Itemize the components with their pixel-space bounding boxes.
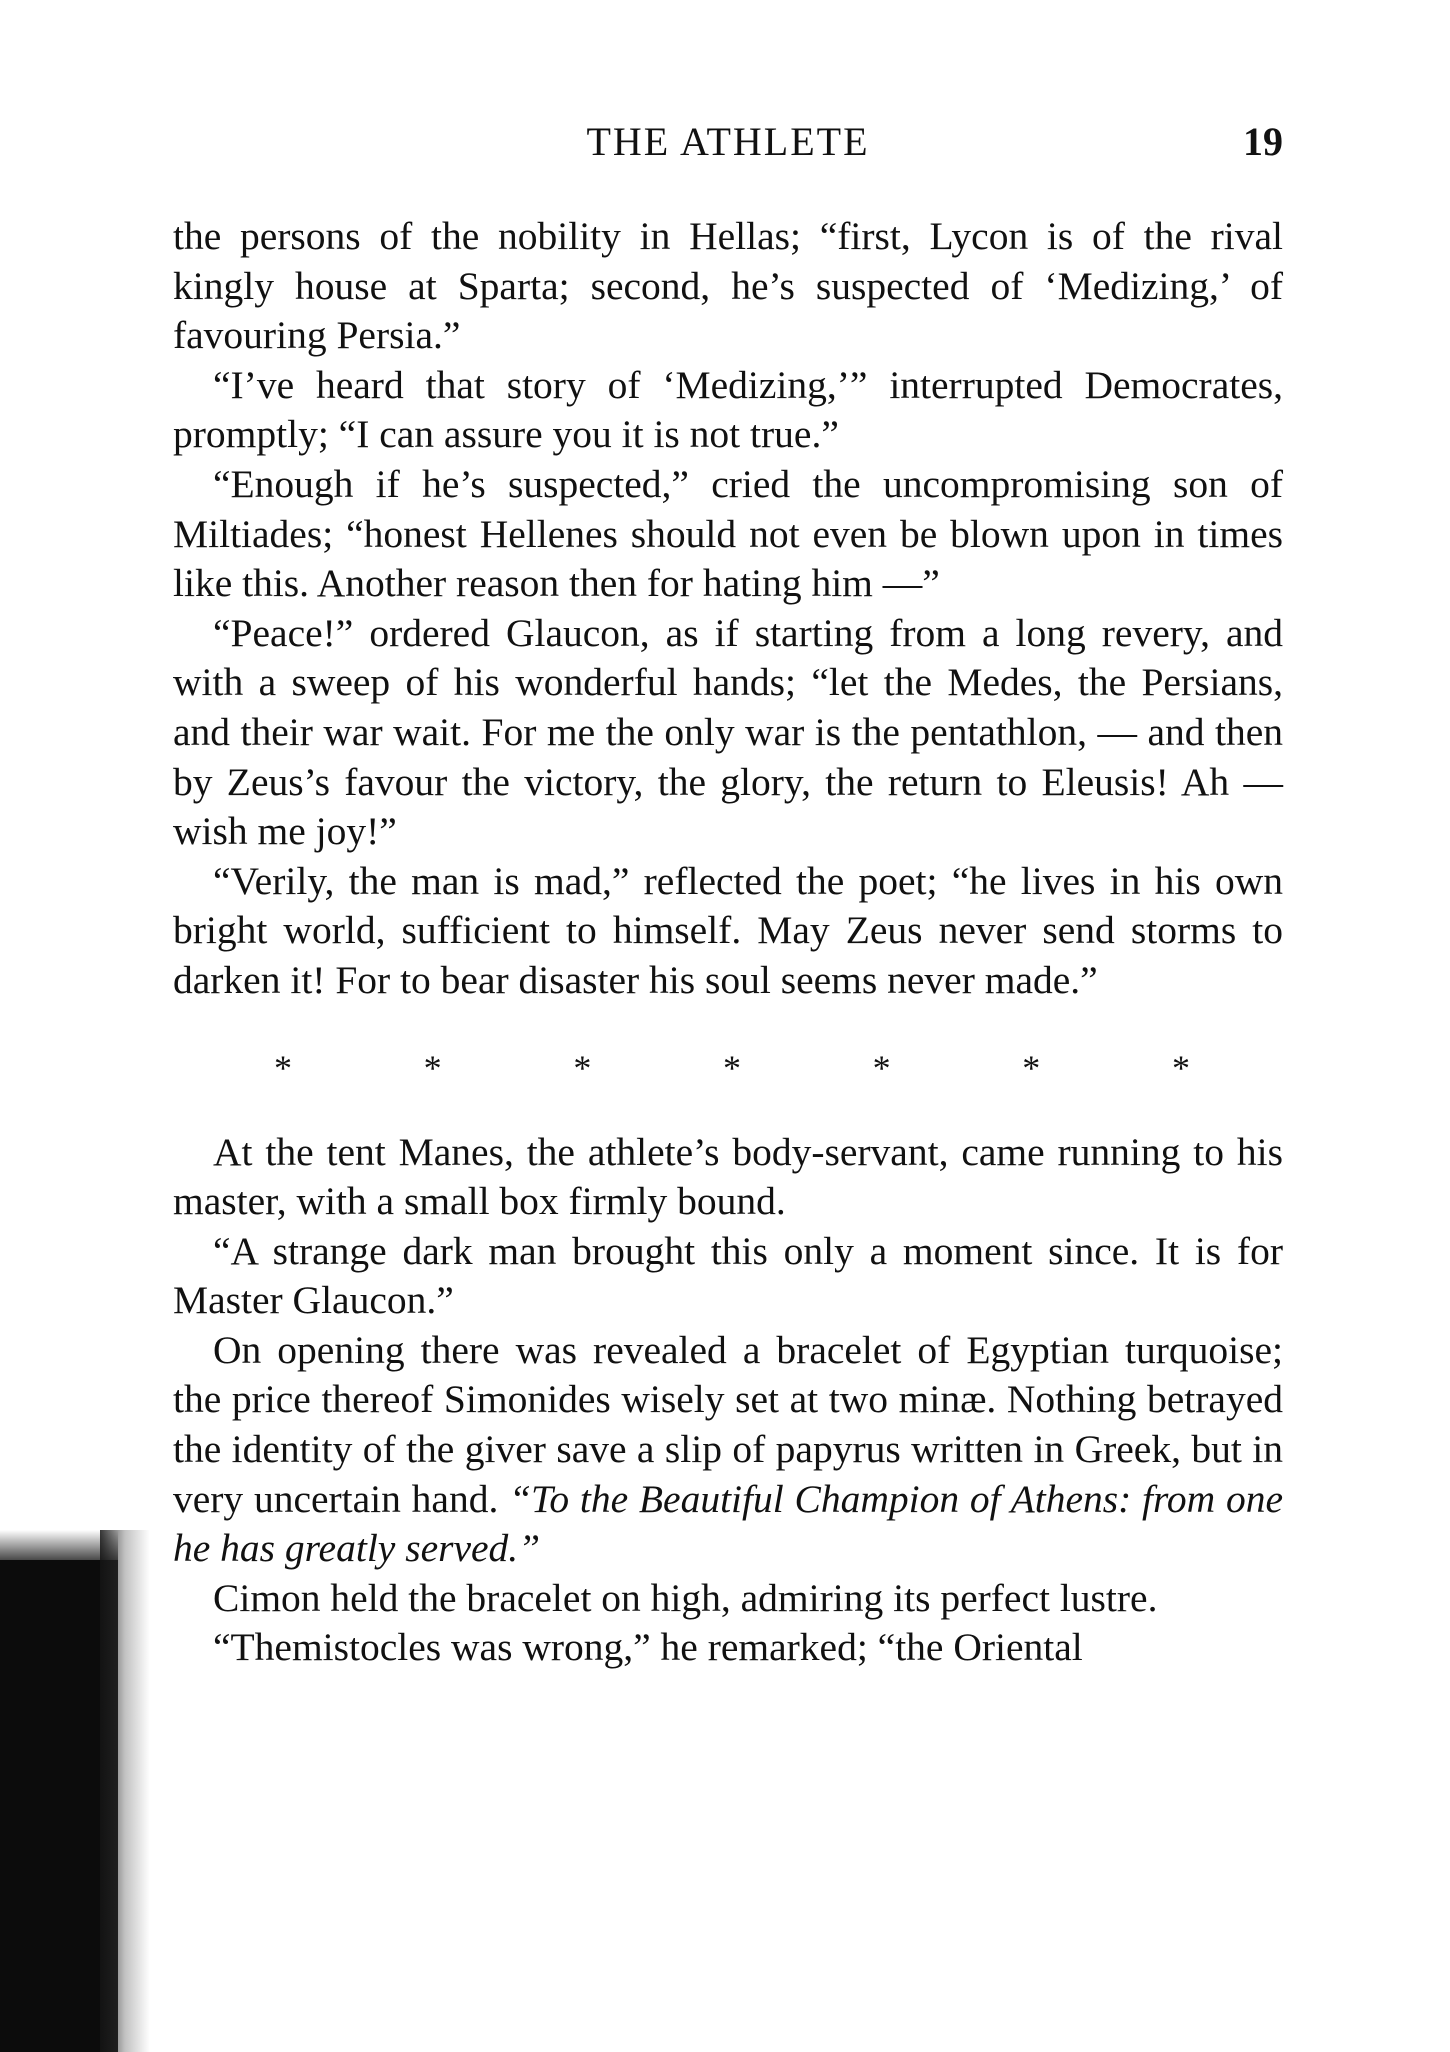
paragraph [173, 1326, 1283, 1574]
asterisk: * [722, 1047, 741, 1088]
running-title: THE ATHLETE [586, 119, 870, 164]
paragraph: “Peace!” ordered Glaucon, as if starting from a long revery, and with a sweep of his wonderful hands; “let the Medes, the Persians, and their war wait. For me the only war is the pentathlon, — and then by Zeus’s favour the victory, the glory, the return to Eleusis! Ah — wish me joy!” [173, 610, 1283, 854]
paragraph: At the tent Manes, the athlete’s body-servant, came running to his master, with a small box firmly bound. [173, 1129, 1283, 1224]
asterisk: * [573, 1047, 592, 1088]
paragraph: “Themistocles was wrong,” he remarked; “the Oriental [213, 1625, 1083, 1670]
page-number: 19 [1243, 119, 1283, 164]
paragraph: “Verily, the man is mad,” reflected the poet; “he lives in his own bright world, sufficient to himself. May Zeus never send storms to darken it! For to bear disaster his soul seems never made.” [173, 858, 1283, 1002]
paragraph: Cimon held the bracelet on high, admiring its perfect lustre. [213, 1575, 1158, 1620]
paragraph: the persons of the nobility in Hellas; “first, Lycon is of the rival kingly house at Sparta; second, he’s suspected of ‘Medizing,’ of favouring Persia.” [173, 214, 1283, 358]
asterisk: * [423, 1047, 442, 1088]
asterisk: * [1022, 1047, 1041, 1088]
body-text [173, 212, 1283, 1673]
papyrus-inscription: “To the Beautiful Champion of Athens: from one he has greatly served.” [173, 1476, 1283, 1571]
asterisk: * [1171, 1047, 1190, 1088]
section-break [173, 1048, 1283, 1088]
scan-gutter-shadow [0, 1530, 150, 2052]
page-header [173, 118, 1283, 178]
paragraph: “I’ve heard that story of ‘Medizing,’” interrupted Democrates, promptly; “I can assure you it is not true.” [173, 362, 1283, 457]
asterisk: * [274, 1047, 292, 1088]
paragraph: “Enough if he’s suspected,” cried the uncompromising son of Miltiades; “honest Hellenes should not even be blown upon in times like this. Another reason then for hating him —” [173, 461, 1283, 606]
asterisk: * [872, 1047, 891, 1088]
paragraph: “A strange dark man brought this only a moment since. It is for Master Glaucon.” [173, 1228, 1283, 1323]
paragraph-lead: On opening there was revealed a bracelet of Egyptian turquoise; the price thereof Simonides wisely set at two minæ. Nothing betrayed the identity of the giver save a slip of papyrus written in Greek, but in very uncertain hand. [173, 1327, 1283, 1521]
